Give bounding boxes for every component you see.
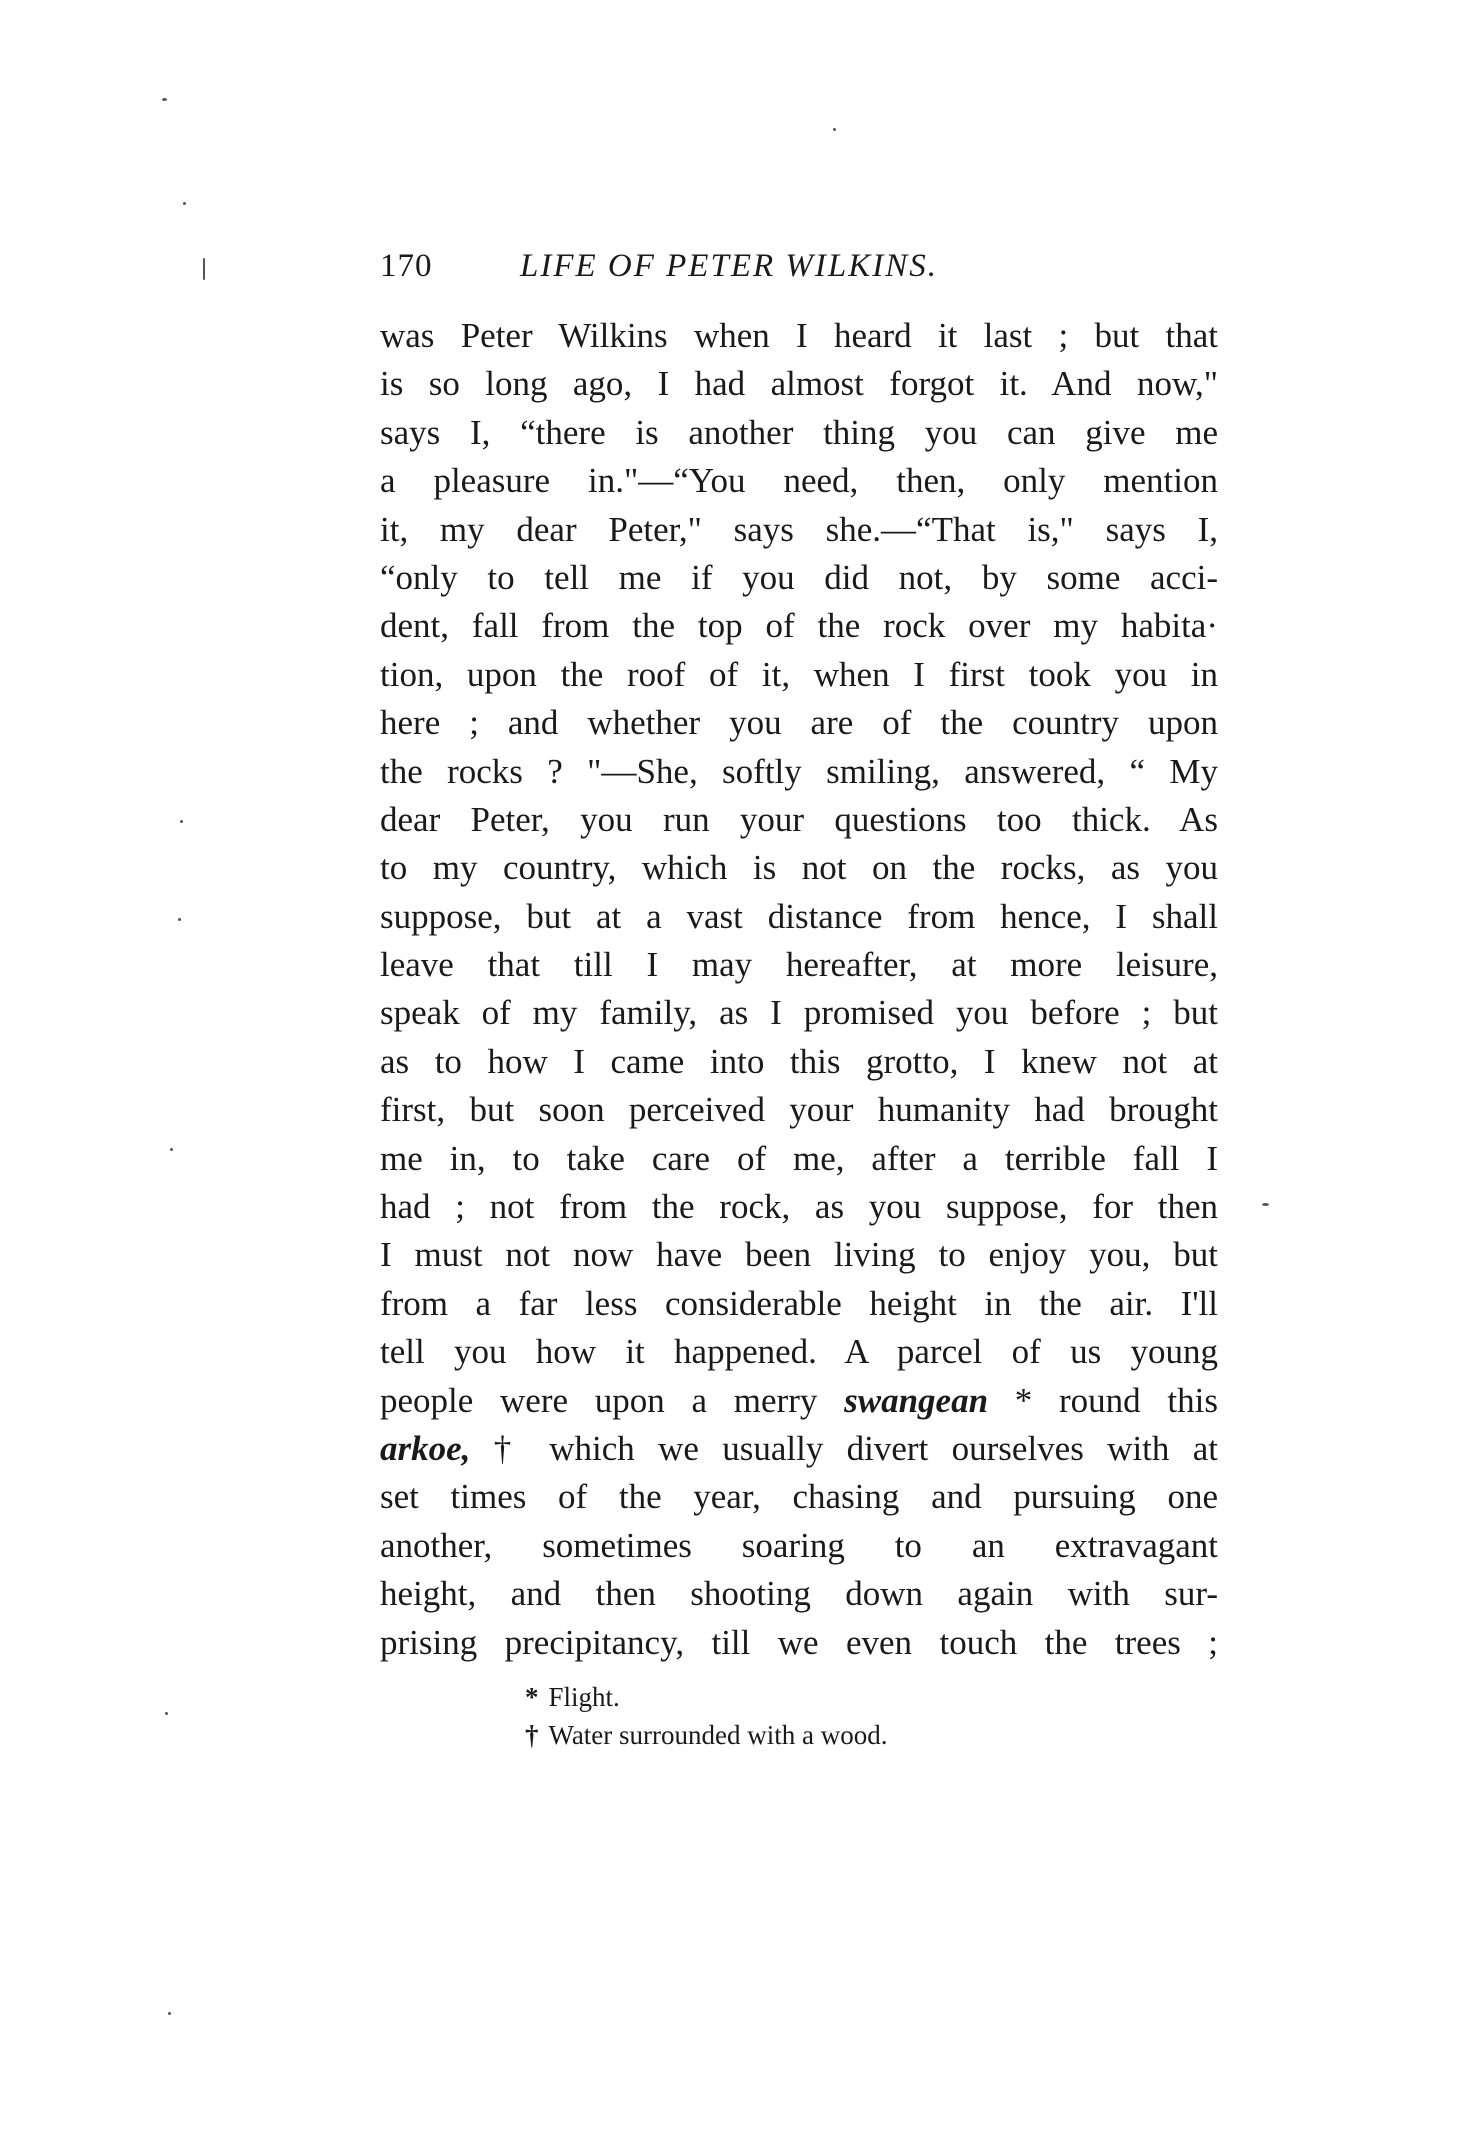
scan-speck <box>180 820 183 823</box>
footnote-text: Water surrounded with a wood. <box>548 1720 888 1750</box>
scan-speck <box>833 128 836 131</box>
text-segment: people were upon a merry <box>380 1380 845 1420</box>
text-line: I must not now have been living to enjoy you, but <box>380 1235 1218 1275</box>
term-swangean: swangean <box>844 1380 989 1420</box>
text-line-swangean <box>380 1377 1218 1425</box>
footnote-reference-water: † <box>470 1428 550 1468</box>
text-line: dear Peter, you run your questions too thick. As <box>380 799 1218 839</box>
footnotes <box>525 1678 1125 1754</box>
scan-speck <box>178 918 181 921</box>
footnote-text: Flight. <box>548 1682 620 1712</box>
text-line: was Peter Wilkins when I heard it last ; but that <box>380 316 1218 355</box>
scan-speck <box>183 202 186 205</box>
footnote-mark: * <box>525 1682 539 1712</box>
text-line: had ; not from the rock, as you suppose, for then <box>380 1187 1218 1227</box>
scan-speck <box>165 1712 168 1715</box>
text-line: “only to tell me if you did not, by some acci- <box>380 557 1218 597</box>
text-line: as to how I came into this grotto, I knew not at <box>380 1041 1218 1081</box>
text-line: height, and then shooting down again with sur- <box>380 1574 1218 1614</box>
scan-speck <box>168 2012 171 2015</box>
text-line: here ; and whether you are of the country upon <box>380 703 1218 743</box>
text-line-arkoe <box>380 1425 1218 1473</box>
footnote-mark: † <box>525 1720 539 1750</box>
text-line: first, but soon perceived your humanity had brought <box>380 1090 1218 1130</box>
page-number: 170 <box>380 248 433 284</box>
text-line: it, my dear Peter," says she.—“That is," says I, <box>380 509 1218 549</box>
text-line: tell you how it happened. A parcel of us young <box>380 1332 1218 1372</box>
text-line: from a far less considerable height in the air. I'll <box>380 1283 1218 1323</box>
text-line: prising precipitancy, till we even touch the trees ; <box>380 1622 1218 1662</box>
scan-speck <box>1262 1203 1269 1206</box>
term-arkoe: arkoe, <box>380 1428 471 1468</box>
footnote <box>525 1716 1125 1754</box>
text-segment: round this <box>1059 1380 1218 1420</box>
text-line: tion, upon the roof of it, when I first took you in <box>380 654 1218 694</box>
text-line: the rocks ? "—She, softly smiling, answered, “ My <box>380 751 1218 791</box>
text-segment: which we usually divert ourselves with at <box>549 1428 1218 1468</box>
footnote-reference-flight: * <box>988 1380 1060 1420</box>
scan-speck <box>170 1148 173 1151</box>
text-line: is so long ago, I had almost forgot it. And now," <box>380 364 1218 404</box>
text-line: a pleasure in."—“You need, then, only mention <box>380 461 1218 501</box>
page-header <box>380 248 1220 298</box>
scan-speck <box>162 98 167 101</box>
text-line: another, sometimes soaring to an extravagant <box>380 1525 1218 1565</box>
text-line: says I, “there is another thing you can give me <box>380 412 1218 452</box>
body-text <box>380 312 1218 1667</box>
text-line: set times of the year, chasing and pursuing one <box>380 1477 1218 1517</box>
footnote <box>525 1678 1125 1716</box>
scan-speck <box>203 258 205 280</box>
text-line: to my country, which is not on the rocks, as you <box>380 848 1218 888</box>
text-line: leave that till I may hereafter, at more leisure, <box>380 945 1218 985</box>
text-line: dent, fall from the top of the rock over my habita· <box>380 606 1218 646</box>
text-line: speak of my family, as I promised you before ; but <box>380 993 1218 1033</box>
text-line: suppose, but at a vast distance from hence, I shall <box>380 896 1218 936</box>
running-head: LIFE OF PETER WILKINS. <box>520 248 938 284</box>
text-line: me in, to take care of me, after a terrible fall I <box>380 1138 1218 1178</box>
